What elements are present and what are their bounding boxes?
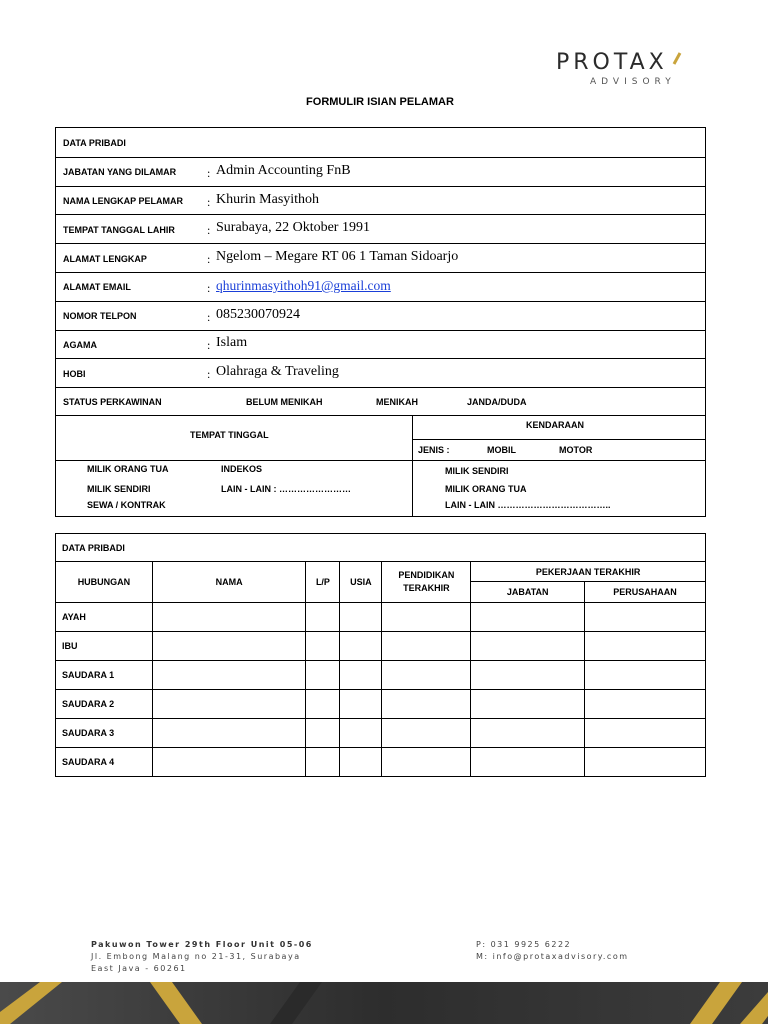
company-cell[interactable]	[585, 632, 706, 661]
relation-cell: SAUDARA 3	[56, 719, 153, 748]
gender-cell[interactable]	[306, 748, 340, 777]
residence-option[interactable]: LAIN - LAIN : ……………………	[221, 484, 351, 494]
field-colon: :	[207, 367, 211, 381]
footer-phone: P: 031 9925 6222	[476, 940, 572, 949]
column-header-lp: L/P	[306, 562, 340, 603]
residence-option[interactable]: MILIK SENDIRI	[87, 484, 151, 494]
company-cell[interactable]	[585, 690, 706, 719]
field-colon: :	[207, 166, 211, 180]
footer-address-line-1: Pakuwon Tower 29th Floor Unit 05-06	[91, 940, 313, 949]
column-header-jabatan: JABATAN	[471, 582, 585, 603]
vehicle-ownership-option[interactable]: MILIK ORANG TUA	[445, 484, 527, 494]
age-cell[interactable]	[340, 719, 382, 748]
email-link[interactable]: qhurinmasyithoh91@gmail.com	[216, 278, 391, 293]
field-label: ALAMAT LENGKAP	[63, 254, 147, 264]
age-cell[interactable]	[340, 690, 382, 719]
table-row	[56, 719, 706, 748]
logo-accent-mark	[666, 52, 684, 74]
field-colon: :	[207, 223, 211, 237]
education-cell[interactable]	[382, 632, 471, 661]
gender-cell[interactable]	[306, 661, 340, 690]
education-cell[interactable]	[382, 661, 471, 690]
name-cell[interactable]	[152, 603, 306, 632]
footer-address-line-3: East Java - 60261	[91, 964, 187, 973]
status-option[interactable]: BELUM MENIKAH	[246, 397, 323, 407]
name-cell[interactable]	[152, 690, 306, 719]
field-label: AGAMA	[63, 340, 97, 350]
company-logo	[556, 50, 728, 90]
column-header-pendidikan	[382, 562, 471, 603]
column-header-pekerjaan: PEKERJAAN TERAKHIR	[471, 562, 706, 582]
residence-option[interactable]: INDEKOS	[221, 464, 263, 474]
field-colon: :	[207, 281, 211, 295]
gender-cell[interactable]	[306, 632, 340, 661]
job-title-cell[interactable]	[471, 661, 585, 690]
table-row	[56, 603, 706, 632]
section-header: DATA PRIBADI	[63, 138, 126, 148]
name-cell[interactable]	[152, 661, 306, 690]
field-label: HOBI	[63, 369, 86, 379]
logo-wordmark: PROTAX	[556, 50, 668, 75]
field-value[interactable]: Ngelom – Megare RT 06 1 Taman Sidoarjo	[216, 249, 459, 264]
family-data-table	[55, 533, 706, 777]
field-value[interactable]: Admin Accounting FnB	[216, 163, 351, 178]
gender-cell[interactable]	[306, 719, 340, 748]
job-title-cell[interactable]	[471, 632, 585, 661]
column-header-nama: NAMA	[152, 562, 306, 603]
relation-cell: SAUDARA 1	[56, 661, 153, 690]
field-colon: :	[207, 338, 211, 352]
vehicle-ownership-option[interactable]: LAIN - LAIN ………………………………..	[445, 500, 611, 510]
residence-option[interactable]: SEWA / KONTRAK	[87, 500, 166, 510]
company-cell[interactable]	[585, 661, 706, 690]
field-label: NAMA LENGKAP PELAMAR	[63, 196, 184, 206]
relation-cell: AYAH	[56, 603, 153, 632]
job-title-cell[interactable]	[471, 603, 585, 632]
footer-decorative-bar	[0, 982, 768, 1024]
field-label: ALAMAT EMAIL	[63, 282, 131, 292]
relation-cell: SAUDARA 4	[56, 748, 153, 777]
field-value[interactable]: Islam	[216, 335, 248, 350]
vehicle-type-option[interactable]: MOTOR	[559, 445, 593, 455]
field-label: TEMPAT TANGGAL LAHIR	[63, 225, 175, 235]
education-cell[interactable]	[382, 719, 471, 748]
field-value[interactable]: Surabaya, 22 Oktober 1991	[216, 220, 370, 235]
field-value[interactable]: Khurin Masyithoh	[216, 192, 320, 207]
residence-option[interactable]: MILIK ORANG TUA	[87, 464, 169, 474]
gender-cell[interactable]	[306, 603, 340, 632]
column-header-hubungan: HUBUNGAN	[56, 562, 153, 603]
age-cell[interactable]	[340, 748, 382, 777]
footer-address-line-2: Jl. Embong Malang no 21-31, Surabaya	[91, 952, 301, 961]
status-option[interactable]: MENIKAH	[376, 397, 418, 407]
field-value[interactable]: Olahraga & Traveling	[216, 364, 339, 379]
education-cell[interactable]	[382, 690, 471, 719]
name-cell[interactable]	[152, 748, 306, 777]
status-option[interactable]: JANDA/DUDA	[467, 397, 527, 407]
vehicle-ownership-option[interactable]: MILIK SENDIRI	[445, 466, 509, 476]
job-title-cell[interactable]	[471, 748, 585, 777]
table-row	[56, 661, 706, 690]
company-cell[interactable]	[585, 719, 706, 748]
vehicle-label: KENDARAAN	[526, 420, 584, 430]
age-cell[interactable]	[340, 603, 382, 632]
relation-cell: IBU	[56, 632, 153, 661]
name-cell[interactable]	[152, 632, 306, 661]
residence-label: TEMPAT TINGGAL	[190, 430, 269, 440]
gender-cell[interactable]	[306, 690, 340, 719]
field-colon: :	[207, 195, 211, 209]
section-header: DATA PRIBADI	[56, 534, 706, 562]
field-label: JABATAN YANG DILAMAR	[63, 167, 177, 177]
age-cell[interactable]	[340, 632, 382, 661]
column-header-perusahaan: PERUSAHAAN	[585, 582, 706, 603]
pendidikan-line-1: PENDIDIKAN	[398, 570, 455, 580]
field-colon: :	[207, 310, 211, 324]
field-colon: :	[207, 252, 211, 266]
vehicle-type-label: JENIS :	[418, 445, 450, 455]
marital-status-label: STATUS PERKAWINAN	[63, 397, 162, 407]
field-value[interactable]: 085230070924	[216, 307, 300, 322]
job-title-cell[interactable]	[471, 690, 585, 719]
footer-email: M: info@protaxadvisory.com	[476, 952, 629, 961]
age-cell[interactable]	[340, 661, 382, 690]
pendidikan-line-2: TERAKHIR	[403, 583, 450, 593]
company-cell[interactable]	[585, 603, 706, 632]
vehicle-type-option[interactable]: MOBIL	[487, 445, 516, 455]
column-header-usia: USIA	[340, 562, 382, 603]
education-cell[interactable]	[382, 748, 471, 777]
form-title: FORMULIR ISIAN PELAMAR	[306, 96, 454, 108]
logo-tagline: ADVISORY	[590, 77, 676, 87]
company-cell[interactable]	[585, 748, 706, 777]
education-cell[interactable]	[382, 603, 471, 632]
table-row	[56, 632, 706, 661]
table-row	[56, 690, 706, 719]
job-title-cell[interactable]	[471, 719, 585, 748]
name-cell[interactable]	[152, 719, 306, 748]
relation-cell: SAUDARA 2	[56, 690, 153, 719]
table-row	[56, 748, 706, 777]
field-label: NOMOR TELPON	[63, 311, 137, 321]
